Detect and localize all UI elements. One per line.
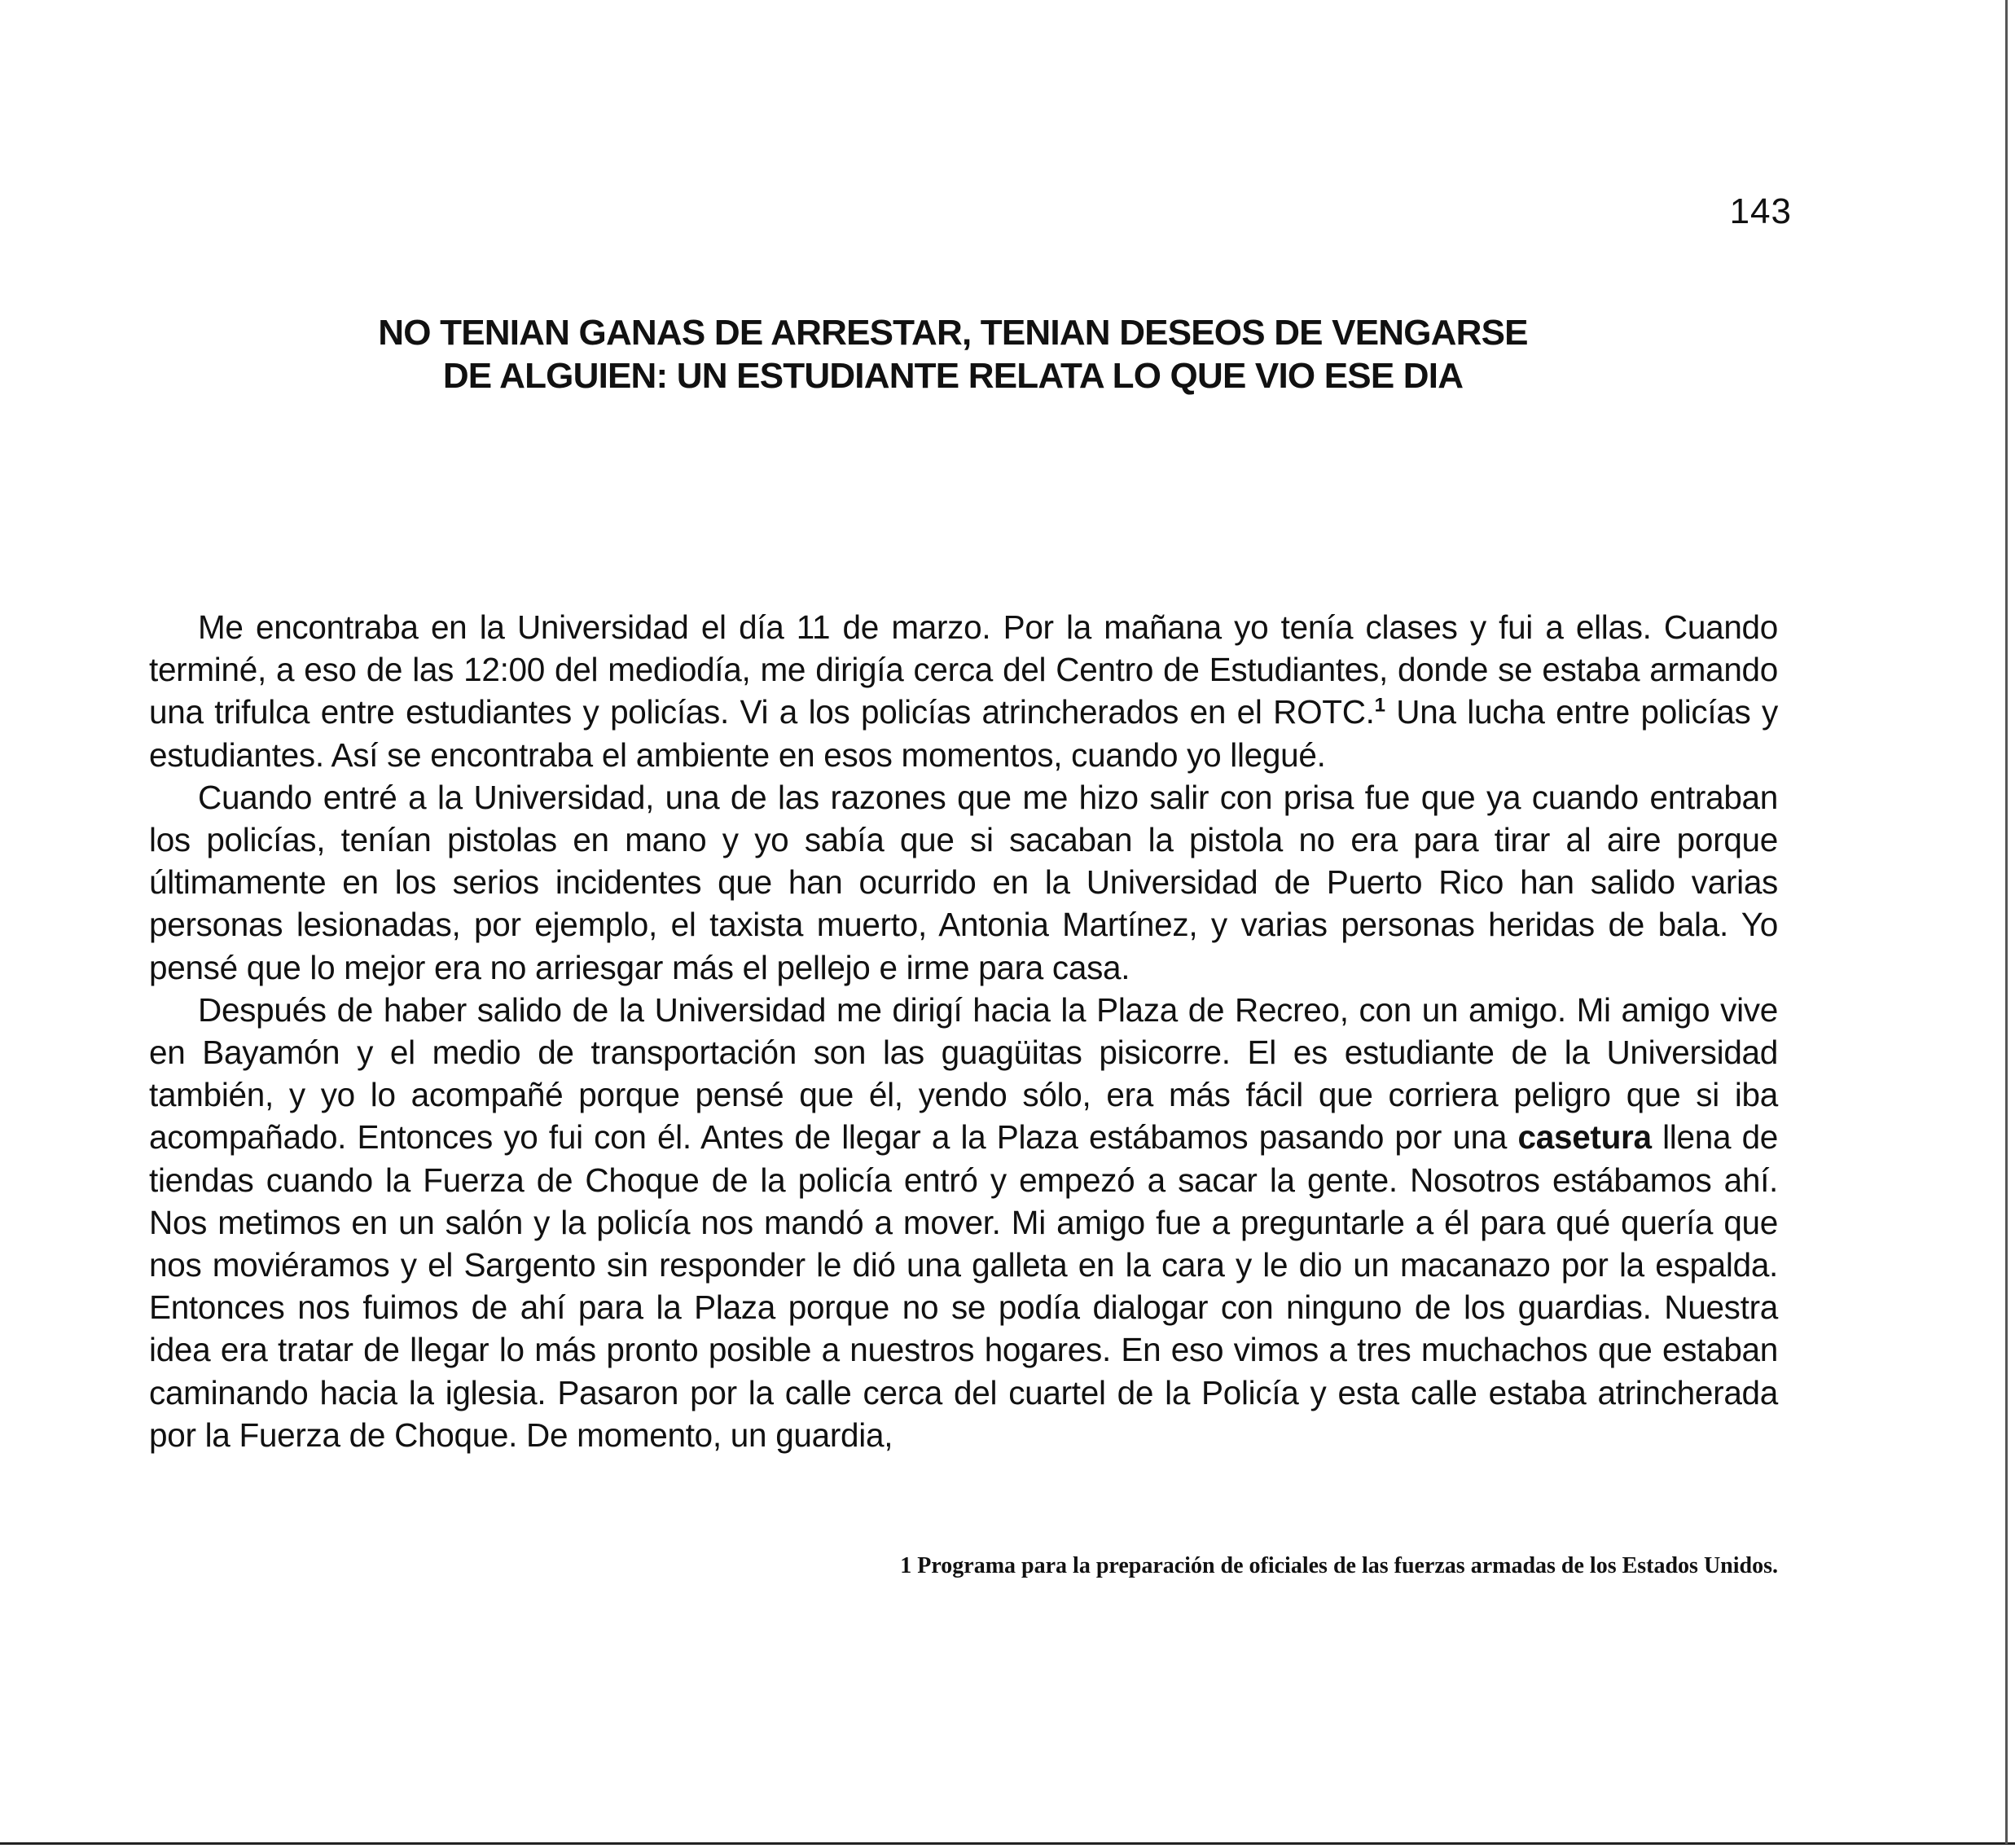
page-title — [277, 311, 1629, 397]
footnote: 1 Programa para la preparación de oficiales de las fuerzas armadas de los Estados Unidos. — [900, 1553, 1778, 1578]
emphasized-word: casetura — [1517, 1118, 1652, 1157]
paragraph-2: Cuando entré a la Universidad, una de las razones que me hizo salir con prisa fue que ya cuando entraban los policías, tenían pistolas en mano y yo sabía que si sacaban la pistola no era para tirar al aire porque últimamente en los serios incidentes que han ocurrido en la Universidad de Puerto Rico han salido varias personas lesionadas, por ejemplo, el taxista muerto, Antonia Martínez, y varias personas heridas de bala. Yo pensé que lo mejor era no arriesgar más el pellejo e irme para casa. — [149, 778, 1778, 986]
body-text — [149, 606, 1778, 1456]
page-right-edge — [2005, 0, 2008, 1844]
title-line-1: NO TENIAN GANAS DE ARRESTAR, TENIAN DESEOS DE VENGARSE — [378, 313, 1528, 353]
paragraph-1 — [149, 606, 1778, 776]
page-bottom-edge — [0, 1842, 2015, 1845]
paragraph-1-text-a: Me encontraba en la Universidad el día 11 de marzo. Por la mañana yo tenía clases y fui a ellas. Cuando terminé, a eso de las 12:00 del mediodía, me dirigía cerca del Centro de Estudiantes, donde se estaba armando una trifulca entre estudiantes y policías. Vi a los policías atrincherados en el ROTC. — [149, 608, 1778, 731]
title-line-2: DE ALGUIEN: UN ESTUDIANTE RELATA LO QUE VIO ESE DIA — [442, 356, 1464, 396]
paragraph-1-text-b: Una lucha entre policías y estudiantes. Así se encontraba el ambiente en esos momentos, cuando yo llegué. — [149, 693, 1779, 774]
footnote-marker: 1 — [1374, 694, 1385, 717]
page-number: 143 — [1729, 191, 1792, 231]
paragraph-3-text-b: llena de tiendas cuando la Fuerza de Choque de la policía entró y empezó a sacar la gente. Nosotros estábamos ahí. Nos metimos en un salón y la policía nos mandó a mover. Mi amigo fue a preguntarle a él para qué quería que nos moviéramos y el Sargento sin responder le dió una galleta en la cara y le dio un macanazo por la espalda. Entonces nos fuimos de ahí para la Plaza porque no se podía dialogar con ninguno de los guardias. Nuestra idea era tratar de llegar lo más pronto posible a nuestros hogares. En eso vimos a tres muchachos que estaban caminando hacia la iglesia. Pasaron por la calle cerca del cuartel de la Policía y esta calle estaba atrincherada por la Fuerza de Choque. De momento, un guardia, — [149, 1118, 1779, 1454]
paragraph-3 — [149, 989, 1778, 1456]
paragraph-3-text-a: Después de haber salido de la Universidad me dirigí hacia la Plaza de Recreo, con un amigo. Mi amigo vive en Bayamón y el medio de transportación son las guagüitas pisicorre. El es estudiante de la Universidad también, y yo lo acompañé porque pensé que él, yendo sólo, era más fácil que corriera peligro que si iba acompañado. Entonces yo fui con él. Antes de llegar a la Plaza estábamos pasando por una — [149, 990, 1778, 1157]
